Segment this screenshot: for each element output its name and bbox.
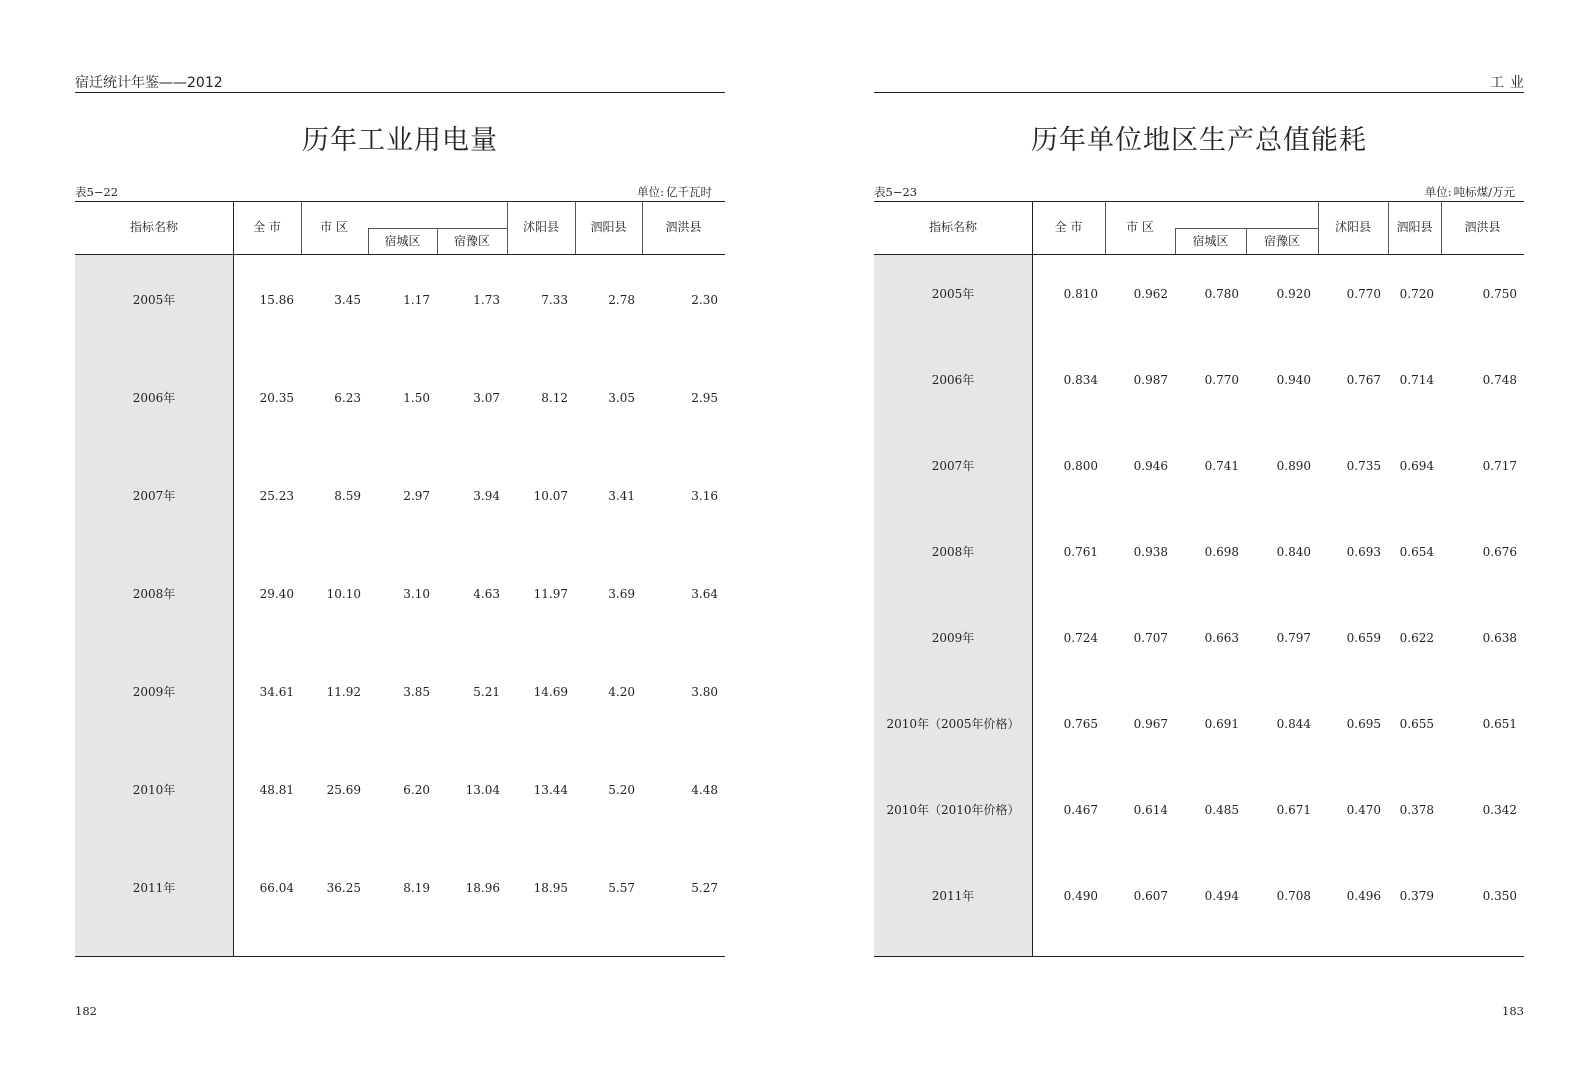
data-cell: 0.967 [1133, 717, 1168, 731]
row-label: 2011年 [132, 881, 176, 895]
right-page [874, 0, 1530, 1077]
header-sucheng: 宿城区 [384, 234, 421, 248]
unit-label [1425, 184, 1515, 200]
electricity-table [75, 201, 725, 957]
row-label: 2009年 [931, 631, 975, 645]
unit-prefix: 单位: [1424, 185, 1452, 199]
header-indicator: 指标名称 [129, 220, 178, 234]
data-cell: 0.614 [1133, 803, 1168, 817]
data-cell: 0.379 [1399, 889, 1434, 903]
data-cell: 6.23 [334, 391, 361, 405]
data-cell: 6.20 [403, 783, 430, 797]
data-cell: 1.17 [403, 293, 430, 307]
unit-label [637, 184, 712, 200]
data-cell: 0.671 [1276, 803, 1311, 817]
subheader-rule [1175, 228, 1318, 229]
data-cell: 34.61 [259, 685, 294, 699]
data-cell: 8.12 [541, 391, 568, 405]
data-cell: 0.694 [1399, 459, 1434, 473]
data-cell: 0.467 [1063, 803, 1098, 817]
header-sihong: 泗洪县 [665, 220, 702, 234]
header-suyu: 宿豫区 [1263, 234, 1300, 248]
data-cell: 2.95 [691, 391, 718, 405]
header-shuyang: 沭阳县 [522, 220, 559, 234]
data-cell: 0.691 [1204, 717, 1239, 731]
data-cell: 0.750 [1482, 287, 1517, 301]
data-cell: 0.938 [1133, 545, 1168, 559]
data-cell: 3.85 [403, 685, 430, 699]
stub-column-background [874, 255, 1032, 956]
data-cell: 0.607 [1133, 889, 1168, 903]
row-label: 2006年 [931, 373, 975, 387]
data-cell: 2.78 [608, 293, 635, 307]
data-cell: 20.35 [259, 391, 294, 405]
data-cell: 5.21 [473, 685, 500, 699]
data-cell: 0.490 [1063, 889, 1098, 903]
table-number: 表5−23 [874, 185, 918, 199]
data-cell: 14.69 [533, 685, 568, 699]
data-cell: 0.840 [1276, 545, 1311, 559]
data-cell: 0.350 [1482, 889, 1517, 903]
data-cell: 0.920 [1276, 287, 1311, 301]
data-cell: 3.45 [334, 293, 361, 307]
data-cell: 0.770 [1346, 287, 1381, 301]
header-sucheng: 宿城区 [1192, 234, 1229, 248]
data-cell: 0.707 [1133, 631, 1168, 645]
row-label: 2011年 [931, 889, 975, 903]
data-cell: 11.92 [326, 685, 361, 699]
data-cell: 0.844 [1276, 717, 1311, 731]
data-cell: 3.05 [608, 391, 635, 405]
table-title: 历年单位地区生产总值能耗 [1031, 125, 1367, 156]
row-label: 2010年 [132, 783, 176, 797]
data-cell: 0.693 [1346, 545, 1381, 559]
data-cell: 25.23 [259, 489, 294, 503]
header-urban: 市 区 [1126, 220, 1154, 234]
unit-value: 吨标煤/万元 [1453, 185, 1515, 199]
data-cell: 0.761 [1063, 545, 1098, 559]
data-cell: 0.470 [1346, 803, 1381, 817]
data-cell: 0.765 [1063, 717, 1098, 731]
data-cell: 0.654 [1399, 545, 1434, 559]
data-cell: 0.663 [1204, 631, 1239, 645]
data-cell: 4.63 [473, 587, 500, 601]
data-cell: 2.97 [403, 489, 430, 503]
header-siyang: 泗阳县 [1396, 220, 1433, 234]
data-cell: 4.20 [608, 685, 635, 699]
row-label: 2007年 [931, 459, 975, 473]
section-title: 工业 [1490, 75, 1530, 91]
header-shuyang: 沭阳县 [1334, 220, 1371, 234]
table-bottom-rule [874, 956, 1524, 957]
stub-divider [1032, 201, 1033, 957]
table-number: 表5−22 [75, 185, 119, 199]
data-cell: 0.780 [1204, 287, 1239, 301]
running-header [874, 72, 1530, 93]
data-cell: 3.80 [691, 685, 718, 699]
stub-column-background [75, 255, 233, 956]
data-cell: 0.810 [1063, 287, 1098, 301]
data-cell: 36.25 [326, 881, 361, 895]
header-whole-city: 全 市 [253, 220, 281, 234]
row-label: 2005年 [931, 287, 975, 301]
data-cell: 0.800 [1063, 459, 1098, 473]
data-cell: 0.622 [1399, 631, 1434, 645]
data-cell: 3.10 [403, 587, 430, 601]
header-urban: 市 区 [320, 220, 348, 234]
header-indicator: 指标名称 [928, 220, 977, 234]
data-cell: 3.64 [691, 587, 718, 601]
header-whole-city: 全 市 [1054, 220, 1083, 234]
row-label: 2009年 [132, 685, 176, 699]
data-cell: 0.987 [1133, 373, 1168, 387]
table-title: 历年工业用电量 [302, 125, 498, 156]
row-label: 2010年（2005年价格） [886, 717, 1020, 731]
data-cell: 0.962 [1133, 287, 1168, 301]
data-cell: 0.485 [1204, 803, 1239, 817]
data-cell: 8.19 [403, 881, 430, 895]
data-cell: 0.741 [1204, 459, 1239, 473]
data-cell: 2.30 [691, 293, 718, 307]
stub-divider [233, 201, 234, 957]
left-page [75, 0, 725, 1077]
data-cell: 0.494 [1204, 889, 1239, 903]
data-cell: 0.834 [1063, 373, 1098, 387]
data-cell: 0.378 [1399, 803, 1434, 817]
data-cell: 11.97 [533, 587, 568, 601]
row-label: 2005年 [132, 293, 176, 307]
data-cell: 13.44 [533, 783, 568, 797]
header-siyang: 泗阳县 [590, 220, 627, 234]
data-cell: 1.50 [403, 391, 430, 405]
data-cell: 0.651 [1482, 717, 1517, 731]
data-cell: 0.638 [1482, 631, 1517, 645]
data-cell: 15.86 [259, 293, 294, 307]
running-header [75, 72, 725, 93]
data-cell: 5.57 [608, 881, 635, 895]
header-bottom-rule [75, 254, 725, 255]
data-cell: 0.342 [1482, 803, 1517, 817]
data-cell: 0.890 [1276, 459, 1311, 473]
data-cell: 5.27 [691, 881, 718, 895]
header-sihong: 泗洪县 [1464, 220, 1501, 234]
yearbook-title: 宿迁统计年鉴——2012 [75, 75, 223, 91]
data-cell: 0.717 [1482, 459, 1517, 473]
data-cell: 0.655 [1399, 717, 1434, 731]
data-cell: 0.676 [1482, 545, 1517, 559]
data-cell: 0.695 [1346, 717, 1381, 731]
data-cell: 0.946 [1133, 459, 1168, 473]
unit-value: 亿千瓦时 [666, 185, 712, 199]
data-cell: 0.767 [1346, 373, 1381, 387]
row-label: 2008年 [132, 587, 176, 601]
data-cell: 0.735 [1346, 459, 1381, 473]
table-top-rule [75, 201, 725, 202]
data-cell: 7.33 [541, 293, 568, 307]
row-label: 2007年 [132, 489, 176, 503]
data-cell: 10.07 [533, 489, 568, 503]
data-cell: 8.59 [334, 489, 361, 503]
header-suyu: 宿豫区 [453, 234, 490, 248]
page-number: 183 [1502, 1004, 1524, 1018]
data-cell: 0.797 [1276, 631, 1311, 645]
data-cell: 0.940 [1276, 373, 1311, 387]
row-label: 2008年 [931, 545, 975, 559]
table-top-rule [874, 201, 1524, 202]
data-cell: 1.73 [473, 293, 500, 307]
data-cell: 0.659 [1346, 631, 1381, 645]
data-cell: 3.69 [608, 587, 635, 601]
table-bottom-rule [75, 956, 725, 957]
data-cell: 10.10 [326, 587, 361, 601]
subheader-rule [368, 228, 507, 229]
data-cell: 4.48 [691, 783, 718, 797]
header-bottom-rule [874, 254, 1524, 255]
data-cell: 0.748 [1482, 373, 1517, 387]
data-cell: 0.724 [1063, 631, 1098, 645]
data-cell: 13.04 [465, 783, 500, 797]
page-number: 182 [75, 1004, 97, 1018]
data-cell: 29.40 [259, 587, 294, 601]
data-cell: 66.04 [259, 881, 294, 895]
data-cell: 0.698 [1204, 545, 1239, 559]
data-cell: 0.496 [1346, 889, 1381, 903]
data-cell: 25.69 [326, 783, 361, 797]
row-label: 2006年 [132, 391, 176, 405]
unit-prefix: 单位: [637, 185, 664, 199]
data-cell: 0.714 [1399, 373, 1434, 387]
data-cell: 5.20 [608, 783, 635, 797]
data-cell: 0.708 [1276, 889, 1311, 903]
row-label: 2010年（2010年价格） [886, 803, 1020, 817]
data-cell: 3.94 [473, 489, 500, 503]
energy-consumption-table [874, 201, 1524, 957]
data-cell: 3.41 [608, 489, 635, 503]
data-cell: 0.720 [1399, 287, 1434, 301]
data-cell: 3.16 [691, 489, 718, 503]
data-cell: 18.96 [465, 881, 500, 895]
data-cell: 3.07 [473, 391, 500, 405]
data-cell: 18.95 [533, 881, 568, 895]
data-cell: 48.81 [259, 783, 294, 797]
data-cell: 0.770 [1204, 373, 1239, 387]
